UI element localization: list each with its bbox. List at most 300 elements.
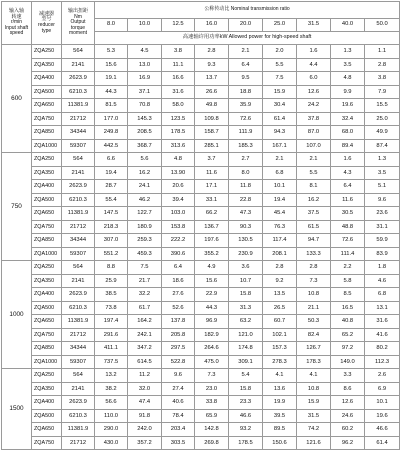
- table-row: [2, 180, 400, 194]
- power-value-cell: 242.0: [128, 423, 162, 437]
- power-value-cell: 3.8: [365, 72, 400, 86]
- power-value-cell: 31.3: [229, 301, 263, 315]
- power-value-cell: 6.8: [365, 288, 400, 302]
- power-value-cell: 430.0: [95, 436, 128, 450]
- power-value-cell: 442.5: [95, 139, 128, 153]
- power-value-cell: 123.5: [162, 112, 195, 126]
- power-value-cell: 96.9: [195, 315, 229, 329]
- power-value-cell: 25.9: [95, 274, 128, 288]
- reducer-model-cell: ZQA650: [32, 423, 62, 437]
- power-value-cell: 35.9: [229, 99, 263, 113]
- reducer-model-cell: ZQA750: [32, 436, 62, 450]
- power-value-cell: 297.5: [162, 342, 195, 356]
- power-value-cell: 737.5: [95, 355, 128, 369]
- power-value-cell: 10.8: [297, 382, 331, 396]
- power-value-cell: 130.5: [229, 234, 263, 248]
- power-value-cell: 94.3: [263, 126, 297, 140]
- power-value-cell: 9.5: [229, 72, 263, 86]
- power-value-cell: 18.6: [162, 274, 195, 288]
- reducer-model-cell: ZQA750: [32, 328, 62, 342]
- reducer-model-cell: ZQA400: [32, 288, 62, 302]
- power-value-cell: 7.5: [263, 72, 297, 86]
- torque-cell: 2623.9: [62, 396, 95, 410]
- power-value-cell: 60.7: [263, 315, 297, 329]
- power-value-cell: 65.2: [331, 328, 365, 342]
- power-value-cell: 102.1: [263, 328, 297, 342]
- table-row: [2, 72, 400, 86]
- power-value-cell: 197.6: [195, 234, 229, 248]
- table-row: [2, 126, 400, 140]
- power-value-cell: 87.4: [365, 139, 400, 153]
- power-value-cell: 21.1: [297, 301, 331, 315]
- table-row: [2, 423, 400, 437]
- power-value-cell: 309.1: [229, 355, 263, 369]
- ratio-header: 50.0: [365, 19, 400, 32]
- power-value-cell: 1.1: [365, 45, 400, 59]
- power-value-cell: 37.1: [128, 85, 162, 99]
- torque-cell: 2141: [62, 166, 95, 180]
- torque-cell: 2141: [62, 274, 95, 288]
- power-value-cell: 33.8: [195, 396, 229, 410]
- power-value-cell: 2.0: [263, 45, 297, 59]
- power-value-cell: 16.2: [128, 166, 162, 180]
- reducer-model-cell: ZQA1000: [32, 139, 62, 153]
- power-value-cell: 73.8: [95, 301, 128, 315]
- power-value-cell: 13.1: [365, 301, 400, 315]
- table-row: [2, 288, 400, 302]
- power-value-cell: 307.0: [95, 234, 128, 248]
- power-value-cell: 27.6: [162, 288, 195, 302]
- power-value-cell: 178.5: [162, 126, 195, 140]
- power-value-cell: 90.3: [229, 220, 263, 234]
- power-value-cell: 411.1: [95, 342, 128, 356]
- power-value-cell: 3.6: [229, 261, 263, 275]
- power-value-cell: 78.4: [162, 409, 195, 423]
- power-value-cell: 15.6: [95, 58, 128, 72]
- power-value-cell: 13.7: [195, 72, 229, 86]
- power-value-cell: 122.7: [128, 207, 162, 221]
- power-value-cell: 32.0: [128, 382, 162, 396]
- power-value-cell: 8.5: [331, 288, 365, 302]
- power-value-cell: 111.9: [229, 126, 263, 140]
- power-value-cell: 153.8: [162, 220, 195, 234]
- power-value-cell: 5.3: [95, 45, 128, 59]
- ratio-header: 16.0: [195, 19, 229, 32]
- reducer-model-cell: ZQA1000: [32, 355, 62, 369]
- power-value-cell: 290.0: [95, 423, 128, 437]
- power-value-cell: 249.8: [95, 126, 128, 140]
- power-value-cell: 80.2: [365, 342, 400, 356]
- power-value-cell: 16.2: [297, 193, 331, 207]
- power-value-cell: 48.8: [331, 220, 365, 234]
- power-value-cell: 1.6: [297, 45, 331, 59]
- power-value-cell: 147.5: [95, 207, 128, 221]
- power-value-cell: 182.9: [195, 328, 229, 342]
- input-speed-header: 输入轴 转速 r/min Input shaft speed: [2, 2, 32, 45]
- power-value-cell: 15.8: [229, 382, 263, 396]
- power-value-cell: 38.2: [95, 382, 128, 396]
- power-value-cell: 522.8: [162, 355, 195, 369]
- power-value-cell: 23.6: [365, 207, 400, 221]
- power-value-cell: 2.8: [263, 261, 297, 275]
- power-value-cell: 24.2: [297, 99, 331, 113]
- power-value-cell: 222.2: [162, 234, 195, 248]
- reducer-model-cell: ZQA350: [32, 274, 62, 288]
- table-row: [2, 193, 400, 207]
- table-row: [2, 301, 400, 315]
- power-value-cell: 11.8: [229, 180, 263, 194]
- reducer-model-cell: ZQA500: [32, 301, 62, 315]
- power-value-cell: 25.0: [365, 112, 400, 126]
- reducer-type-header: 减速器 型号 reducer type: [32, 2, 62, 45]
- power-value-cell: 6.4: [162, 261, 195, 275]
- power-value-cell: 27.4: [162, 382, 195, 396]
- power-value-cell: 41.6: [365, 328, 400, 342]
- power-value-cell: 23.3: [229, 396, 263, 410]
- power-value-cell: 30.4: [263, 99, 297, 113]
- power-value-cell: 142.8: [195, 423, 229, 437]
- power-value-cell: 7.5: [128, 261, 162, 275]
- power-value-cell: 5.5: [263, 58, 297, 72]
- power-value-cell: 59.9: [365, 234, 400, 248]
- power-value-cell: 110.0: [95, 409, 128, 423]
- power-value-cell: 150.6: [263, 436, 297, 450]
- power-value-cell: 37.8: [297, 112, 331, 126]
- power-value-cell: 614.5: [128, 355, 162, 369]
- power-value-cell: 291.6: [95, 328, 128, 342]
- power-value-cell: 390.6: [162, 247, 195, 261]
- power-value-cell: 145.3: [128, 112, 162, 126]
- power-value-cell: 208.1: [263, 247, 297, 261]
- power-value-cell: 83.9: [365, 247, 400, 261]
- power-value-cell: 50.3: [297, 315, 331, 329]
- power-value-cell: 218.3: [95, 220, 128, 234]
- power-value-cell: 23.0: [195, 382, 229, 396]
- reducer-model-cell: ZQA850: [32, 234, 62, 248]
- torque-cell: 59307: [62, 139, 95, 153]
- power-value-cell: 4.8: [331, 72, 365, 86]
- power-value-cell: 2.8: [297, 261, 331, 275]
- torque-cell: 11381.9: [62, 99, 95, 113]
- reducer-model-cell: ZQA350: [32, 166, 62, 180]
- power-value-cell: 9.6: [365, 193, 400, 207]
- reducer-model-cell: ZQA400: [32, 72, 62, 86]
- power-value-cell: 259.3: [128, 234, 162, 248]
- table-row: [2, 207, 400, 221]
- power-band-caption: 高速轴许用功率kW Allowed power for high-speed shaft: [95, 32, 400, 45]
- power-value-cell: 121.0: [229, 328, 263, 342]
- power-value-cell: 475.0: [195, 355, 229, 369]
- power-value-cell: 1.6: [331, 153, 365, 167]
- power-value-cell: 3.3: [331, 369, 365, 383]
- torque-cell: 2623.9: [62, 72, 95, 86]
- power-value-cell: 3.5: [331, 58, 365, 72]
- power-value-cell: 121.6: [297, 436, 331, 450]
- power-value-cell: 1.8: [365, 261, 400, 275]
- power-value-cell: 49.9: [365, 126, 400, 140]
- reducer-model-cell: ZQA250: [32, 261, 62, 275]
- torque-cell: 11381.9: [62, 423, 95, 437]
- reducer-model-cell: ZQA350: [32, 58, 62, 72]
- torque-cell: 34344: [62, 342, 95, 356]
- power-value-cell: 72.6: [229, 112, 263, 126]
- power-value-cell: 5.1: [365, 180, 400, 194]
- power-value-cell: 97.2: [331, 342, 365, 356]
- reducer-model-cell: ZQA250: [32, 369, 62, 383]
- ratio-header: 10.0: [128, 19, 162, 32]
- power-value-cell: 5.5: [297, 166, 331, 180]
- torque-cell: 564: [62, 261, 95, 275]
- table-row: [2, 342, 400, 356]
- power-value-cell: 49.8: [195, 99, 229, 113]
- table-row: [2, 58, 400, 72]
- power-value-cell: 205.8: [162, 328, 195, 342]
- power-value-cell: 10.1: [365, 396, 400, 410]
- power-value-cell: 8.6: [331, 382, 365, 396]
- power-value-cell: 12.6: [331, 396, 365, 410]
- reducer-model-cell: ZQA500: [32, 193, 62, 207]
- power-value-cell: 178.5: [229, 436, 263, 450]
- power-value-cell: 4.1: [297, 369, 331, 383]
- power-value-cell: 3.5: [365, 166, 400, 180]
- power-value-cell: 8.1: [297, 180, 331, 194]
- power-value-cell: 46.6: [229, 409, 263, 423]
- ratio-header: 8.0: [95, 19, 128, 32]
- power-value-cell: 136.7: [195, 220, 229, 234]
- reducer-model-cell: ZQA1000: [32, 247, 62, 261]
- table-row: [2, 85, 400, 99]
- power-value-cell: 6.4: [331, 180, 365, 194]
- table-row: [2, 409, 400, 423]
- power-value-cell: 26.5: [263, 301, 297, 315]
- reducer-model-cell: ZQA850: [32, 342, 62, 356]
- reducer-model-cell: ZQA350: [32, 382, 62, 396]
- power-value-cell: 22.8: [229, 193, 263, 207]
- torque-cell: 34344: [62, 234, 95, 248]
- table-row: [2, 139, 400, 153]
- power-value-cell: 3.8: [162, 45, 195, 59]
- power-value-cell: 44.3: [195, 301, 229, 315]
- power-value-cell: 91.8: [128, 409, 162, 423]
- power-value-cell: 63.2: [229, 315, 263, 329]
- torque-cell: 6210.3: [62, 301, 95, 315]
- input-speed-cell: 600: [2, 45, 32, 153]
- power-value-cell: 19.6: [331, 99, 365, 113]
- power-value-cell: 180.9: [128, 220, 162, 234]
- power-value-cell: 5.4: [229, 369, 263, 383]
- power-value-cell: 2.1: [297, 153, 331, 167]
- power-value-cell: 68.0: [331, 126, 365, 140]
- ratio-title: 公称传动比 Nominal transmission ratio: [95, 2, 400, 19]
- power-value-cell: 2.2: [331, 261, 365, 275]
- power-value-cell: 7.3: [195, 369, 229, 383]
- power-value-cell: 3.7: [195, 153, 229, 167]
- power-value-cell: 81.5: [95, 99, 128, 113]
- power-value-cell: 13.0: [128, 58, 162, 72]
- power-value-cell: 12.6: [297, 85, 331, 99]
- power-value-cell: 16.5: [331, 301, 365, 315]
- input-speed-cell: 750: [2, 153, 32, 261]
- power-value-cell: 208.5: [128, 126, 162, 140]
- torque-cell: 59307: [62, 355, 95, 369]
- reducer-model-cell: ZQA500: [32, 85, 62, 99]
- power-value-cell: 167.1: [263, 139, 297, 153]
- power-value-cell: 177.0: [95, 112, 128, 126]
- power-value-cell: 149.0: [331, 355, 365, 369]
- power-value-cell: 46.6: [365, 423, 400, 437]
- power-value-cell: 11.1: [162, 58, 195, 72]
- power-value-cell: 4.4: [297, 58, 331, 72]
- table-row: [2, 220, 400, 234]
- power-value-cell: 31.5: [297, 409, 331, 423]
- power-value-cell: 22.9: [195, 288, 229, 302]
- power-value-cell: 4.6: [365, 274, 400, 288]
- power-value-cell: 242.1: [128, 328, 162, 342]
- power-value-cell: 65.9: [195, 409, 229, 423]
- power-value-cell: 76.3: [263, 220, 297, 234]
- power-value-cell: 117.4: [263, 234, 297, 248]
- power-value-cell: 60.2: [331, 423, 365, 437]
- power-value-cell: 2.8: [195, 45, 229, 59]
- table-row: [2, 261, 400, 275]
- power-value-cell: 7.9: [365, 85, 400, 99]
- power-value-cell: 26.6: [195, 85, 229, 99]
- power-value-cell: 11.6: [331, 193, 365, 207]
- power-value-cell: 459.3: [128, 247, 162, 261]
- power-value-cell: 19.1: [95, 72, 128, 86]
- power-value-cell: 8.8: [95, 261, 128, 275]
- torque-cell: 6210.3: [62, 85, 95, 99]
- gear-reducer-power-table: [1, 1, 399, 450]
- power-value-cell: 44.3: [95, 85, 128, 99]
- power-value-cell: 2.1: [263, 153, 297, 167]
- power-value-cell: 230.9: [229, 247, 263, 261]
- torque-cell: 564: [62, 153, 95, 167]
- output-torque-header: 输出扭距 Nm Output torque moment: [62, 2, 95, 45]
- power-value-cell: 15.8: [229, 288, 263, 302]
- power-value-cell: 10.7: [229, 274, 263, 288]
- power-value-cell: 19.4: [95, 166, 128, 180]
- power-value-cell: 38.5: [95, 288, 128, 302]
- reducer-model-cell: ZQA750: [32, 112, 62, 126]
- torque-cell: 11381.9: [62, 315, 95, 329]
- power-value-cell: 4.8: [162, 153, 195, 167]
- power-value-cell: 4.3: [331, 166, 365, 180]
- power-value-cell: 89.5: [263, 423, 297, 437]
- table-row: [2, 45, 400, 59]
- power-value-cell: 58.0: [162, 99, 195, 113]
- torque-cell: 2141: [62, 58, 95, 72]
- torque-cell: 2623.9: [62, 288, 95, 302]
- torque-cell: 564: [62, 45, 95, 59]
- table-row: [2, 112, 400, 126]
- power-value-cell: 21.7: [128, 274, 162, 288]
- reducer-model-cell: ZQA500: [32, 409, 62, 423]
- power-value-cell: 5.6: [128, 153, 162, 167]
- power-value-cell: 313.6: [162, 139, 195, 153]
- power-value-cell: 2.7: [229, 153, 263, 167]
- reducer-model-cell: ZQA650: [32, 207, 62, 221]
- power-value-cell: 15.6: [195, 274, 229, 288]
- power-value-cell: 158.7: [195, 126, 229, 140]
- power-value-cell: 20.6: [162, 180, 195, 194]
- power-value-cell: 32.2: [128, 288, 162, 302]
- power-value-cell: 9.2: [263, 274, 297, 288]
- power-value-cell: 52.6: [162, 301, 195, 315]
- torque-cell: 2623.9: [62, 180, 95, 194]
- power-value-cell: 13.6: [263, 382, 297, 396]
- power-value-cell: 4.1: [263, 369, 297, 383]
- ratio-header: 40.0: [331, 19, 365, 32]
- power-value-cell: 203.4: [162, 423, 195, 437]
- power-value-cell: 15.5: [365, 99, 400, 113]
- torque-cell: 6210.3: [62, 409, 95, 423]
- power-value-cell: 13.90: [162, 166, 195, 180]
- table-row: [2, 355, 400, 369]
- table-row: [2, 396, 400, 410]
- power-value-cell: 355.2: [195, 247, 229, 261]
- power-value-cell: 56.6: [95, 396, 128, 410]
- table-row: [2, 328, 400, 342]
- power-value-cell: 30.5: [331, 207, 365, 221]
- power-value-cell: 6.8: [263, 166, 297, 180]
- power-value-cell: 24.1: [128, 180, 162, 194]
- power-value-cell: 2.1: [229, 45, 263, 59]
- power-value-cell: 303.5: [162, 436, 195, 450]
- power-value-cell: 197.4: [95, 315, 128, 329]
- power-value-cell: 55.4: [95, 193, 128, 207]
- power-value-cell: 72.6: [331, 234, 365, 248]
- torque-cell: 6210.3: [62, 193, 95, 207]
- power-value-cell: 66.2: [195, 207, 229, 221]
- reducer-model-cell: ZQA750: [32, 220, 62, 234]
- power-value-cell: 47.3: [229, 207, 263, 221]
- torque-cell: 11381.9: [62, 207, 95, 221]
- power-table: [1, 1, 400, 450]
- power-value-cell: 10.8: [297, 288, 331, 302]
- power-value-cell: 93.2: [229, 423, 263, 437]
- power-value-cell: 4.9: [195, 261, 229, 275]
- power-value-cell: 15.9: [297, 396, 331, 410]
- power-value-cell: 33.1: [195, 193, 229, 207]
- table-row: [2, 166, 400, 180]
- power-value-cell: 70.8: [128, 99, 162, 113]
- power-value-cell: 19.6: [365, 409, 400, 423]
- reducer-model-cell: ZQA850: [32, 126, 62, 140]
- power-value-cell: 61.7: [128, 301, 162, 315]
- power-value-cell: 16.6: [162, 72, 195, 86]
- torque-cell: 59307: [62, 247, 95, 261]
- power-value-cell: 61.4: [263, 112, 297, 126]
- power-value-cell: 28.7: [95, 180, 128, 194]
- power-value-cell: 164.2: [128, 315, 162, 329]
- table-row: [2, 153, 400, 167]
- power-value-cell: 9.6: [162, 369, 195, 383]
- torque-cell: 21712: [62, 328, 95, 342]
- power-value-cell: 13.2: [95, 369, 128, 383]
- table-row: [2, 315, 400, 329]
- power-value-cell: 39.4: [162, 193, 195, 207]
- power-value-cell: 551.2: [95, 247, 128, 261]
- power-value-cell: 4.5: [128, 45, 162, 59]
- ratio-header: 25.0: [263, 19, 297, 32]
- power-value-cell: 111.4: [331, 247, 365, 261]
- power-value-cell: 285.1: [195, 139, 229, 153]
- power-value-cell: 137.8: [162, 315, 195, 329]
- reducer-model-cell: ZQA650: [32, 315, 62, 329]
- table-row: [2, 274, 400, 288]
- torque-cell: 21712: [62, 220, 95, 234]
